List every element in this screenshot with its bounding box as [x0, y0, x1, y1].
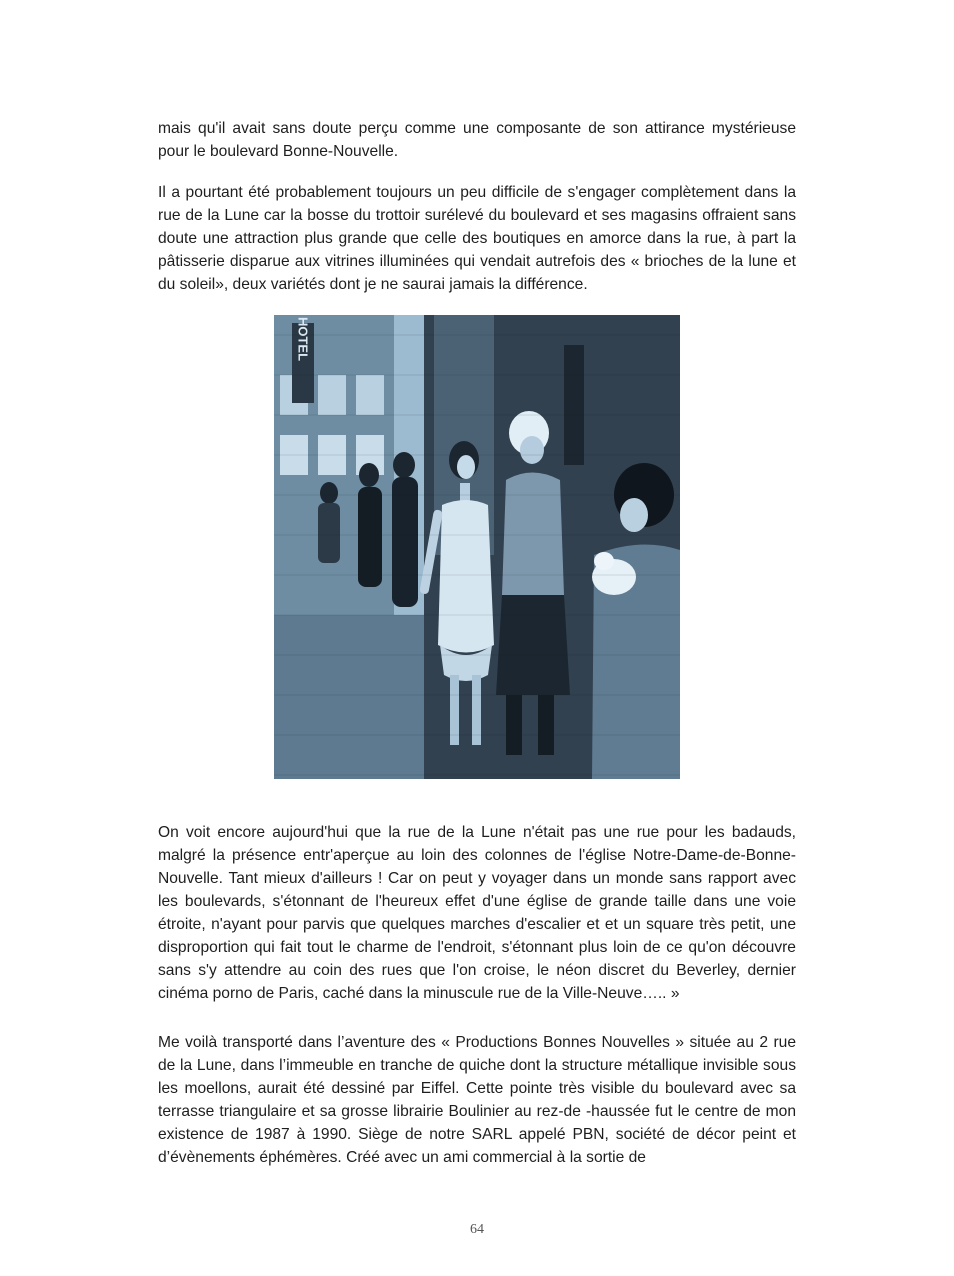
paragraph-3-text: On voit encore aujourd'hui que la rue de la Lune n'était pas une rue pour les badauds, malgré la présence entr'aperçue au loin des colonnes de l'église Notre-Dame-de-Bonne-Nouvelle. Tant mieux d'ailleurs ! Car on peut y voyager dans un monde sans rapport avec les boulevards, s'étonnant de l'heureux effet d'une église de grande taille dans une voie étroite, n'ayant pour parvis que quelques marches d'escalier et et un square très petit, une disproportion qui fait tout le charme de l'endroit, s'étonnant plus loin de ce qu'on découvre sans s'y attendre au coin des rues que l'on croise, le néon discret du Beverley, dernier cinéma porno de Paris, caché dans la minuscule rue de la Ville-Neuve….. » [158, 824, 796, 1002]
paragraph-4-text: Me voilà transporté dans l’aventure des « Productions Bonnes Nouvelles » située au 2 rue de la Lune, dans l’immeuble en tranche de quiche dont la structure métallique invisible sous les moellons, aurait été dessiné par Eiffel. Cette pointe très visible du boulevard avec sa terrasse triangulaire et sa grosse librairie Boulinier au rez-de -haussée fut le centre de mon existence de 1987 à 1990. Siège de notre SARL appelé PBN, société de décor peint et d’évènements éphémères. Créé avec un ami commercial à la sortie de [158, 1034, 796, 1166]
street-photo [274, 315, 680, 779]
page-number: 64 [470, 1222, 484, 1237]
paragraph-2 [158, 181, 796, 296]
hotel-sign: HOTEL [295, 316, 311, 362]
paragraph-1-text: mais qu'il avait sans doute perçu comme une composante de son attirance mystérieuse pour le boulevard Bonne-Nouvelle. [158, 120, 796, 160]
paragraph-1 [158, 117, 796, 163]
paragraph-2-text: Il a pourtant été probablement toujours un peu difficile de s'engager complètement dans la rue de la Lune car la bosse du trottoir surélevé du boulevard et ses magasins offraient sans doute une attraction plus grande que celle des boutiques en amorce dans la rue, à part la pâtisserie disparue aux vitrines illuminées qui vendait autrefois des « brioches de la lune et du soleil», deux variétés dont je ne saurai jamais la différence. [158, 184, 796, 293]
paragraph-4 [158, 1031, 796, 1169]
paragraph-3 [158, 821, 796, 1005]
street-photo-illustration [274, 315, 680, 779]
